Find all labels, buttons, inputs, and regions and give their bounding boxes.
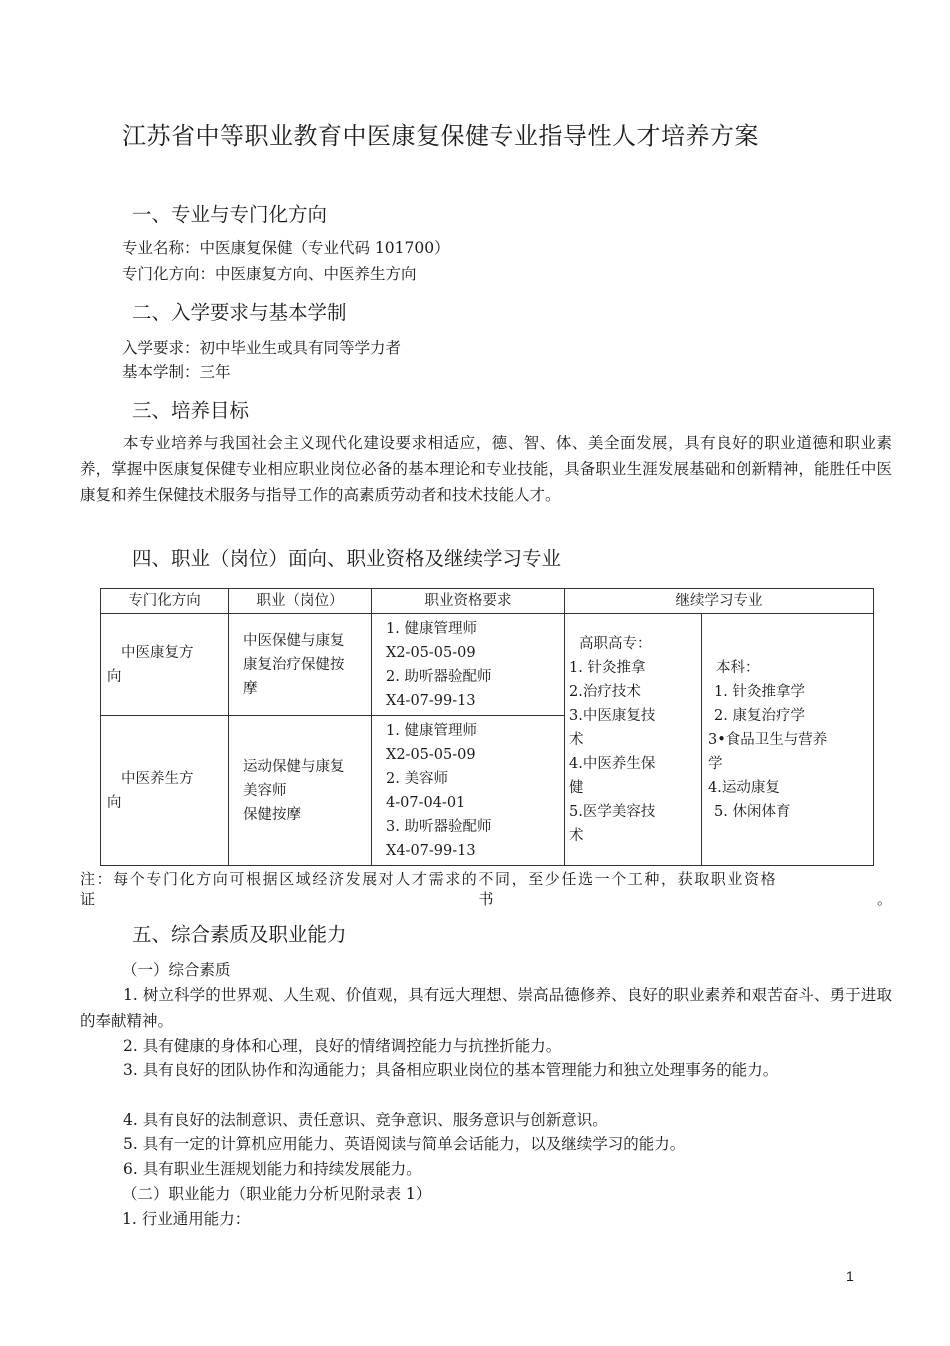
direction-cell: 中医康复方 向 bbox=[101, 614, 229, 716]
list-item: 6. 具有职业生涯规划能力和持续发展能力。 bbox=[123, 1160, 422, 1178]
list-item: 4. 具有良好的法制意识、责任意识、竞争意识、服务意识与创新意识。 bbox=[123, 1111, 608, 1129]
page-number: 1 bbox=[846, 1268, 854, 1284]
document-title: 江苏省中等职业教育中医康复保健专业指导性人才培养方案 bbox=[122, 122, 759, 150]
further-benke-cell: 本科： 1. 针灸推拿学 2. 康复治疗学 3•食品卫生与营养 学 4.运动康复 5. 休闲体育 bbox=[702, 614, 874, 866]
duration-line: 基本学制：三年 bbox=[122, 363, 231, 381]
career-qualification-table bbox=[100, 588, 874, 866]
table-header-row bbox=[101, 589, 874, 614]
table-note-line-2 bbox=[80, 888, 892, 909]
direction-line: 专门化方向：中医康复方向、中医养生方向 bbox=[122, 265, 417, 283]
training-goal-paragraph: 本专业培养与我国社会主义现代化建设要求相适应，德、智、体、美全面发展，具有良好的职业道德和职业素养，掌握中医康复保健专业相应职业岗位必备的基本理论和专业技能，具备职业生涯发展基础和创新精神，能胜任中医康复和养生保健技术服务与指导工作的高素质劳动者和技术技能人才。 bbox=[80, 434, 892, 504]
admission-line: 入学要求：初中毕业生或具有同等学力者 bbox=[122, 339, 402, 357]
qualification-cell: 1. 健康管理师 X2-05-05-09 2. 助听器验配师 X4-07-99-13 bbox=[372, 614, 565, 716]
subheading-ability: （二）职业能力（职业能力分析见附录表 1） bbox=[122, 1185, 432, 1203]
list-item: 3. 具有良好的团队协作和沟通能力；具备相应职业岗位的基本管理能力和独立处理事务的能力。 bbox=[123, 1061, 779, 1079]
list-item: 2. 具有健康的身体和心理，良好的情绪调控能力与抗挫折能力。 bbox=[123, 1037, 562, 1055]
section-heading-3: 三、培养目标 bbox=[132, 399, 250, 422]
job-cell: 中医保健与康复 康复治疗保健按 摩 bbox=[229, 614, 372, 716]
header-further-study: 继续学习专业 bbox=[565, 589, 874, 614]
note-fragment-mid: 书 bbox=[478, 890, 494, 908]
qualification-cell: 1. 健康管理师 X2-05-05-09 2. 美容师 4-07-04-01 3. 助听器验配师 X4-07-99-13 bbox=[372, 716, 565, 866]
section-heading-5: 五、综合素质及职业能力 bbox=[132, 923, 347, 946]
section-heading-4: 四、职业（岗位）面向、职业资格及继续学习专业 bbox=[132, 547, 562, 570]
major-name-line: 专业名称：中医康复保健（专业代码 101700） bbox=[122, 239, 450, 257]
further-gaozhi-cell: 高职高专： 1. 针灸推拿 2.治疗技术 3.中医康复技 术 4.中医养生保 健 5.医学美容技 术 bbox=[565, 614, 702, 866]
section-heading-2: 二、入学要求与基本学制 bbox=[132, 301, 347, 324]
direction-cell: 中医养生方 向 bbox=[101, 716, 229, 866]
general-ability-item: 1. 行业通用能力： bbox=[122, 1210, 251, 1228]
list-item: 1. 树立科学的世界观、人生观、价值观，具有远大理想、崇高品德修养、良好的职业素养和艰苦奋斗、勇于进取的奉献精神。 bbox=[80, 986, 892, 1030]
note-fragment-right: 。 bbox=[876, 890, 892, 908]
subheading-quality: （一）综合素质 bbox=[122, 961, 231, 979]
job-cell: 运动保健与康复 美容师 保健按摩 bbox=[229, 716, 372, 866]
table-note-text: 注：每个专门化方向可根据区域经济发展对人才需求的不同，至少任选一个工种，获取职业资格 bbox=[80, 870, 778, 888]
header-direction: 专门化方向 bbox=[101, 589, 229, 614]
list-item: 5. 具有一定的计算机应用能力、英语阅读与简单会话能力，以及继续学习的能力。 bbox=[123, 1135, 686, 1153]
table-row bbox=[101, 614, 874, 716]
table-note-line-1 bbox=[80, 868, 892, 889]
note-fragment-left: 证 bbox=[80, 890, 96, 908]
header-job: 职业（岗位） bbox=[229, 589, 372, 614]
section-heading-1: 一、专业与专门化方向 bbox=[132, 203, 328, 226]
header-qualification: 职业资格要求 bbox=[372, 589, 565, 614]
